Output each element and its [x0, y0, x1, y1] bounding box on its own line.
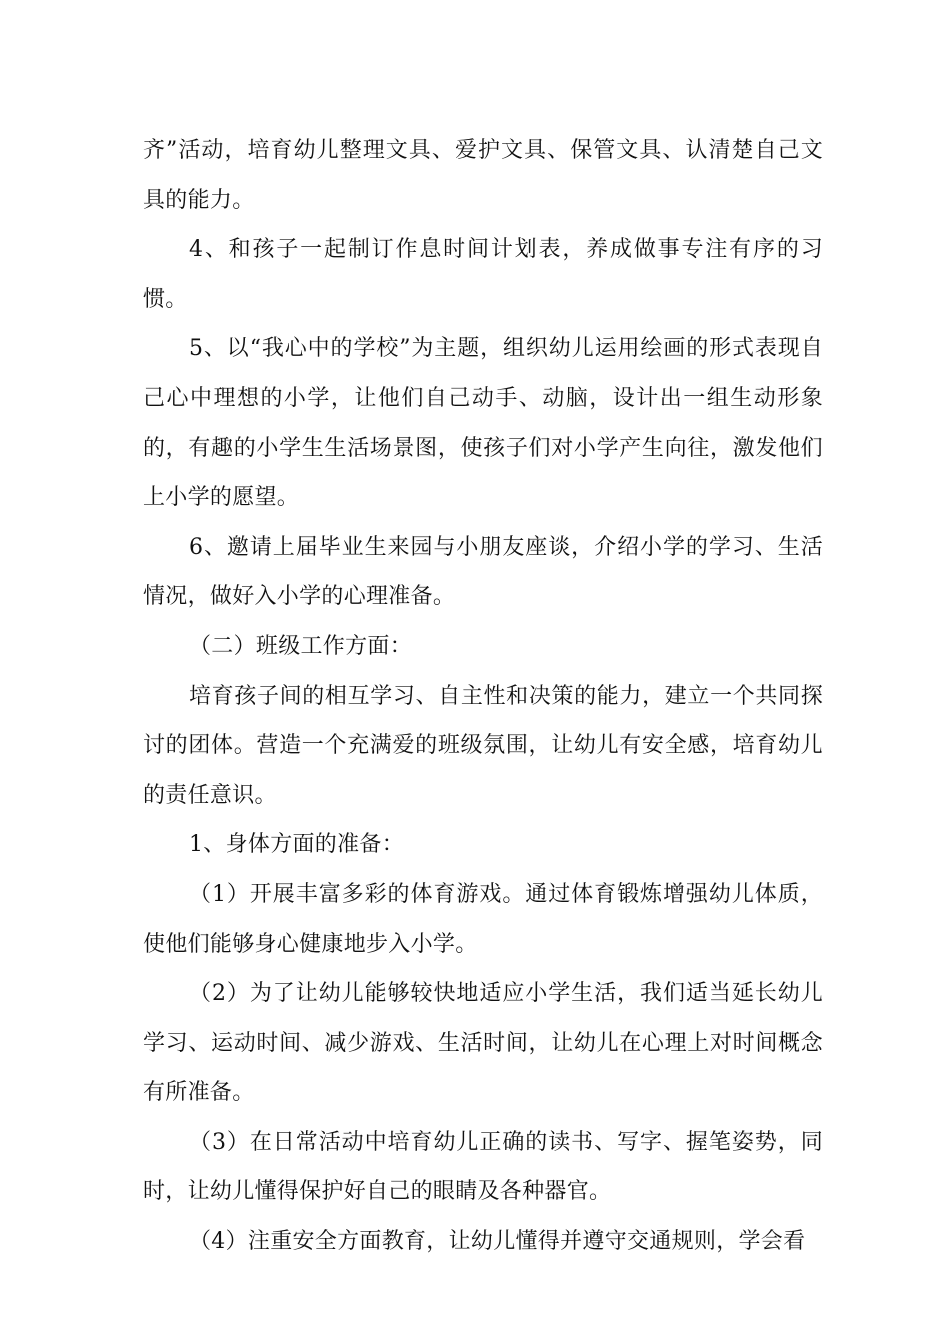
- paragraph-2: 4、和孩子一起制订作息时间计划表，养成做事专注有序的习惯。: [143, 237, 823, 312]
- paragraph-7: （2）为了让幼儿能够较快地适应小学生活，我们适当延长幼儿学习、运动时间、减少游戏、生活时间，让幼儿在心理上对时间概念有所准备。: [143, 981, 823, 1106]
- paragraph-5: 培育孩子间的相互学习、自主性和决策的能力，建立一个共同探讨的团体。营造一个充满爱的班级氛围，让幼儿有安全感，培育幼儿的责任意识。: [143, 683, 823, 808]
- paragraph-6: （1）开展丰富多彩的体育游戏。通过体育锻炼增强幼儿体质，使他们能够身心健康地步入小学。: [143, 881, 823, 957]
- paragraph-8: （3）在日常活动中培育幼儿正确的读书、写字、握笔姿势，同时，让幼儿懂得保护好自己的眼睛及各种器官。: [143, 1129, 823, 1205]
- subheading-body-preparation: 1、身体方面的准备：: [189, 832, 404, 858]
- paragraph-1: 齐”活动，培育幼儿整理文具、爱护文具、保管文具、认清楚自己文具的能力。: [143, 138, 823, 213]
- section-heading-class-work: （二）班级工作方面：: [189, 633, 413, 659]
- paragraph-9: （4）注重安全方面教育，让幼儿懂得并遵守交通规则，学会看: [189, 1229, 806, 1255]
- paragraph-3: 5、以“我心中的学校”为主题，组织幼儿运用绘画的形式表现自己心中理想的小学，让他们自己动手、动脑，设计出一组生动形象的，有趣的小学生生活场景图，使孩子们对小学产生向往，激发他们上小学的愿望。: [143, 336, 823, 511]
- document-body: [143, 126, 823, 1267]
- paragraph-4: 6、邀请上届毕业生来园与小朋友座谈，介绍小学的学习、生活情况，做好入小学的心理准备。: [143, 534, 823, 610]
